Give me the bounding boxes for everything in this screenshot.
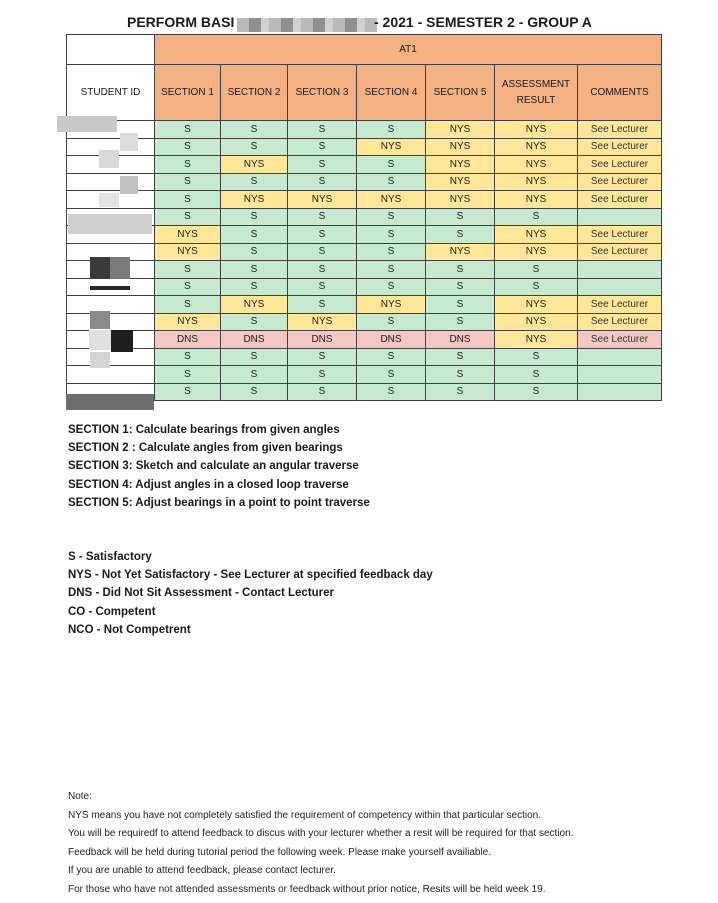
cell-comments — [578, 208, 662, 226]
cell-section-3: S — [288, 243, 357, 261]
cell-section-4: S — [357, 208, 426, 226]
cell-section-2: S — [221, 138, 288, 156]
cell-section-3: NYS — [288, 191, 357, 209]
cell-section-1: NYS — [155, 243, 221, 261]
cell-section-1: S — [155, 366, 221, 384]
cell-assessment-result: NYS — [495, 296, 578, 314]
cell-comments: See Lecturer — [578, 173, 662, 191]
cell-section-5: S — [426, 383, 495, 401]
redacted-student-id-block — [57, 116, 117, 132]
cell-section-3: S — [288, 121, 357, 139]
note-block — [68, 788, 573, 900]
table-row — [67, 226, 662, 244]
cell-section-2: S — [221, 383, 288, 401]
cell-section-5: S — [426, 208, 495, 226]
table-row — [67, 121, 662, 139]
code-legend — [68, 548, 433, 639]
table-row — [67, 278, 662, 296]
cell-assessment-result: S — [495, 208, 578, 226]
table-row — [67, 243, 662, 261]
cell-assessment-result: S — [495, 278, 578, 296]
cell-section-1: S — [155, 383, 221, 401]
redacted-student-id-block — [90, 257, 130, 279]
cell-section-1: S — [155, 261, 221, 279]
cell-section-2: S — [221, 313, 288, 331]
student-id-cell — [67, 366, 155, 384]
cell-assessment-result: NYS — [495, 173, 578, 191]
cell-section-4: S — [357, 313, 426, 331]
cell-comments — [578, 383, 662, 401]
cell-comments: See Lecturer — [578, 191, 662, 209]
code-legend-item: S - Satisfactory — [68, 551, 152, 563]
cell-section-2: S — [221, 208, 288, 226]
cell-section-3: S — [288, 296, 357, 314]
cell-comments: See Lecturer — [578, 121, 662, 139]
cell-assessment-result: NYS — [495, 138, 578, 156]
col-header-section-2: SECTION 2 — [221, 65, 288, 121]
cell-comments: See Lecturer — [578, 331, 662, 349]
document-title — [0, 14, 718, 36]
cell-section-5: NYS — [426, 173, 495, 191]
table-row — [67, 383, 662, 401]
cell-assessment-result: S — [495, 348, 578, 366]
cell-section-4: NYS — [357, 138, 426, 156]
cell-comments — [578, 261, 662, 279]
col-header-section-3: SECTION 3 — [288, 65, 357, 121]
cell-section-4: S — [357, 383, 426, 401]
note-line: You will be requiredf to attend feedback to discus with your lecturer whether a resit will be required for that section. — [68, 828, 574, 840]
cell-section-4: S — [357, 366, 426, 384]
redacted-student-id-block — [68, 214, 152, 234]
cell-section-3: S — [288, 348, 357, 366]
cell-section-3: S — [288, 208, 357, 226]
student-id-cell — [67, 313, 155, 331]
cell-section-3: S — [288, 173, 357, 191]
section-legend-item: SECTION 4: Adjust angles in a closed loop traverse — [68, 478, 349, 491]
cell-section-5: NYS — [426, 191, 495, 209]
cell-assessment-result: S — [495, 383, 578, 401]
blank-corner — [67, 35, 155, 65]
redacted-student-id-block — [120, 176, 138, 194]
cell-comments: See Lecturer — [578, 138, 662, 156]
redacted-student-id-block — [120, 133, 138, 151]
col-header-assessment-result-line1: ASSESSMENT — [501, 78, 571, 90]
cell-comments: See Lecturer — [578, 156, 662, 174]
cell-section-2: S — [221, 121, 288, 139]
cell-section-5: NYS — [426, 138, 495, 156]
table-row — [67, 156, 662, 174]
code-legend-item: NYS - Not Yet Satisfactory - See Lecturer at specified feedback day — [68, 569, 433, 582]
cell-section-3: S — [288, 278, 357, 296]
title-left: PERFORM BASI — [127, 14, 235, 30]
redacted-student-id-block — [66, 394, 154, 410]
cell-comments: See Lecturer — [578, 296, 662, 314]
redacted-student-id-block — [89, 330, 111, 350]
cell-section-4: S — [357, 278, 426, 296]
table-row — [67, 261, 662, 279]
cell-section-4: S — [357, 261, 426, 279]
note-heading: Note: — [68, 791, 92, 802]
cell-section-1: NYS — [155, 226, 221, 244]
cell-section-1: S — [155, 348, 221, 366]
col-header-student-id: STUDENT ID — [67, 65, 155, 121]
cell-section-4: S — [357, 226, 426, 244]
table-row — [67, 208, 662, 226]
cell-section-2: S — [221, 173, 288, 191]
redacted-student-id-block — [90, 352, 110, 368]
cell-section-2: S — [221, 348, 288, 366]
cell-section-4: NYS — [357, 191, 426, 209]
col-header-assessment-result-line2: RESULT — [516, 94, 556, 106]
code-legend-item: CO - Competent — [68, 605, 156, 618]
cell-comments: See Lecturer — [578, 226, 662, 244]
cell-section-4: DNS — [357, 331, 426, 349]
table-row — [67, 138, 662, 156]
cell-section-4: S — [357, 243, 426, 261]
note-line: For those who have not attended assessments or feedback without prior notice, Resits will be held week 19. — [68, 883, 546, 895]
title-right: - 2021 - SEMESTER 2 - GROUP A — [374, 14, 592, 30]
cell-comments — [578, 348, 662, 366]
section-legend-item: SECTION 1: Calculate bearings from given angles — [68, 424, 340, 436]
cell-section-1: S — [155, 278, 221, 296]
column-header-row — [67, 65, 662, 121]
cell-section-5: S — [426, 313, 495, 331]
table-row — [67, 313, 662, 331]
cell-assessment-result: S — [495, 366, 578, 384]
cell-section-2: S — [221, 261, 288, 279]
group-header-at1: AT1 — [155, 35, 662, 65]
section-legend — [68, 421, 370, 512]
table-row — [67, 173, 662, 191]
cell-section-4: S — [357, 121, 426, 139]
cell-section-2: DNS — [221, 331, 288, 349]
cell-assessment-result: NYS — [495, 226, 578, 244]
cell-section-3: S — [288, 261, 357, 279]
cell-section-3: S — [288, 226, 357, 244]
table-row — [67, 331, 662, 349]
col-header-assessment-result — [495, 65, 578, 121]
cell-assessment-result: NYS — [495, 243, 578, 261]
cell-section-4: S — [357, 348, 426, 366]
cell-section-1: DNS — [155, 331, 221, 349]
cell-section-2: NYS — [221, 156, 288, 174]
cell-section-3: S — [288, 156, 357, 174]
col-header-section-1: SECTION 1 — [155, 65, 221, 121]
group-header-row — [67, 35, 662, 65]
table-row — [67, 366, 662, 384]
cell-assessment-result: NYS — [495, 156, 578, 174]
cell-section-3: S — [288, 138, 357, 156]
cell-section-2: NYS — [221, 296, 288, 314]
cell-section-1: S — [155, 138, 221, 156]
cell-section-3: S — [288, 383, 357, 401]
col-header-section-4: SECTION 4 — [357, 65, 426, 121]
table-row — [67, 191, 662, 209]
cell-section-1: S — [155, 191, 221, 209]
cell-section-5: NYS — [426, 121, 495, 139]
cell-assessment-result: NYS — [495, 191, 578, 209]
code-legend-item: DNS - Did Not Sit Assessment - Contact Lecturer — [68, 587, 335, 600]
redacted-student-id-block — [90, 286, 130, 290]
section-legend-item: SECTION 2 : Calculate angles from given bearings — [68, 442, 343, 455]
cell-section-5: NYS — [426, 243, 495, 261]
cell-section-1: S — [155, 121, 221, 139]
cell-section-5: S — [426, 296, 495, 314]
redacted-title-block — [237, 18, 377, 32]
section-legend-item: SECTION 3: Sketch and calculate an angular traverse — [68, 460, 359, 473]
col-header-section-5: SECTION 5 — [426, 65, 495, 121]
section-legend-item: SECTION 5: Adjust bearings in a point to point traverse — [68, 496, 370, 509]
cell-section-5: S — [426, 226, 495, 244]
cell-section-5: S — [426, 366, 495, 384]
cell-section-2: S — [221, 366, 288, 384]
note-line: Feedback will be held during tutorial period the following week. Please make yourself availiable. — [68, 846, 492, 858]
cell-section-5: DNS — [426, 331, 495, 349]
cell-assessment-result: NYS — [495, 331, 578, 349]
redacted-student-id-block — [99, 150, 119, 168]
redacted-student-id-block — [111, 330, 133, 352]
student-id-cell — [67, 296, 155, 314]
cell-section-1: S — [155, 156, 221, 174]
redacted-student-id-block — [90, 311, 110, 329]
cell-section-1: S — [155, 208, 221, 226]
note-line: NYS means you have not completely satisfied the requirement of competency within that particular section. — [68, 809, 542, 821]
cell-assessment-result: NYS — [495, 121, 578, 139]
col-header-comments: COMMENTS — [578, 65, 662, 121]
cell-section-1: S — [155, 173, 221, 191]
cell-assessment-result: NYS — [495, 313, 578, 331]
cell-section-2: S — [221, 243, 288, 261]
cell-section-5: S — [426, 261, 495, 279]
redacted-student-id-block — [99, 193, 119, 207]
cell-section-5: S — [426, 278, 495, 296]
cell-section-3: S — [288, 366, 357, 384]
cell-section-2: S — [221, 226, 288, 244]
cell-comments: See Lecturer — [578, 243, 662, 261]
cell-section-3: DNS — [288, 331, 357, 349]
cell-section-1: NYS — [155, 313, 221, 331]
table-row — [67, 296, 662, 314]
student-id-cell — [67, 173, 155, 191]
cell-assessment-result: S — [495, 261, 578, 279]
note-line: If you are unable to attend feedback, please contact lecturer. — [68, 865, 336, 877]
cell-section-5: S — [426, 348, 495, 366]
cell-section-3: NYS — [288, 313, 357, 331]
cell-section-1: S — [155, 296, 221, 314]
cell-section-4: S — [357, 173, 426, 191]
cell-section-4: NYS — [357, 296, 426, 314]
cell-comments — [578, 278, 662, 296]
cell-section-2: S — [221, 278, 288, 296]
table-row — [67, 348, 662, 366]
cell-section-5: NYS — [426, 156, 495, 174]
cell-comments: See Lecturer — [578, 313, 662, 331]
results-table — [66, 34, 662, 401]
cell-section-4: S — [357, 156, 426, 174]
cell-comments — [578, 366, 662, 384]
cell-section-2: NYS — [221, 191, 288, 209]
code-legend-item: NCO - Not Competrent — [68, 623, 191, 636]
